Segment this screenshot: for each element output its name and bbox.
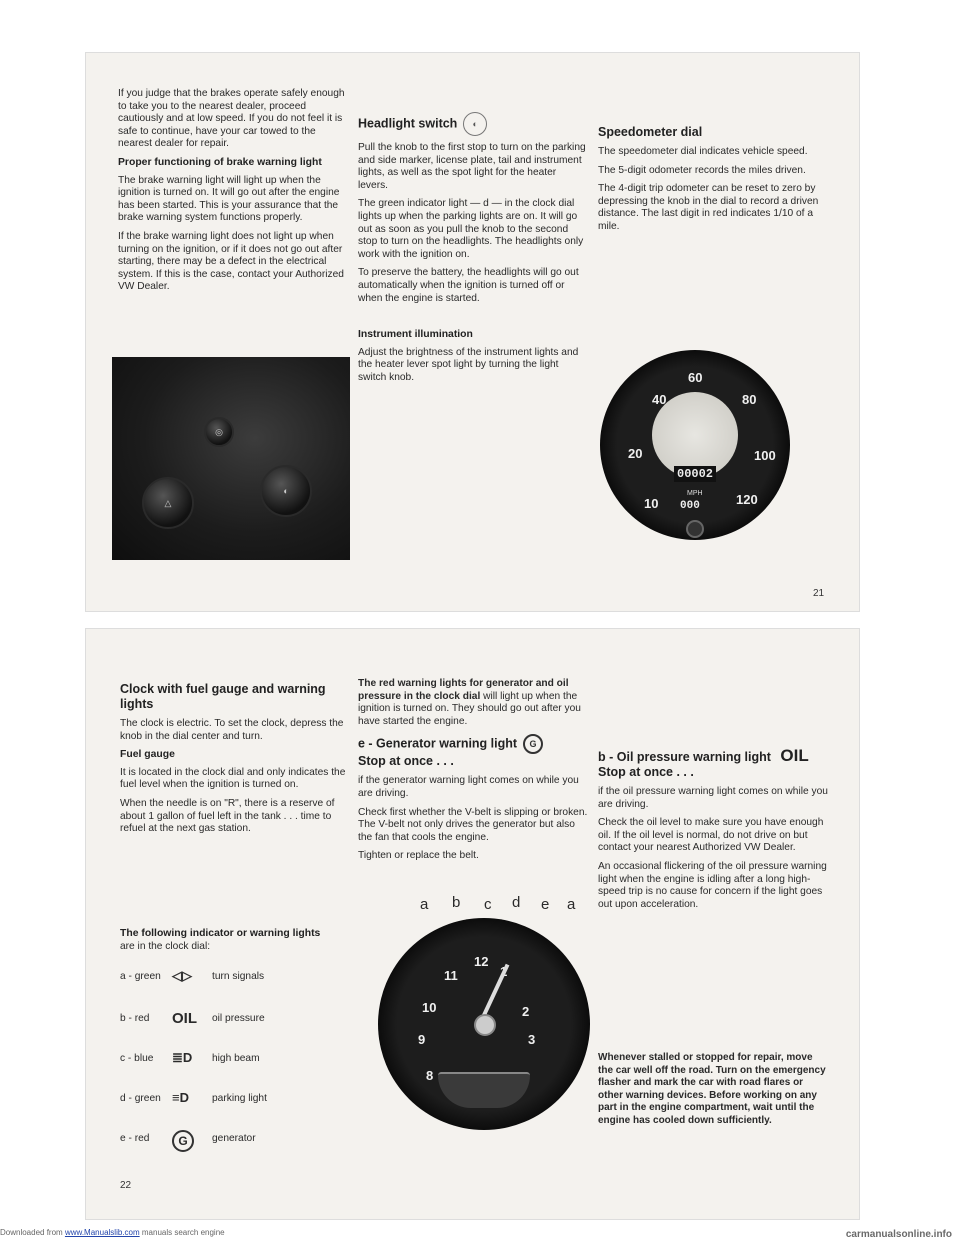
safety-warning: Whenever stalled or stopped for repair, move the car well off the road. Turn on the emergency flasher and mark the car with road flares or other warning devices. Before working on any part in the engine compartment, wait until the engine has cooled down sufficiently. bbox=[598, 1052, 826, 1126]
dial-letter-a-right: a bbox=[567, 896, 576, 913]
high-beam-icon: ≣D bbox=[172, 1050, 193, 1065]
page22-left-column bbox=[120, 682, 350, 842]
lights-heading: The following indicator or warning lights bbox=[120, 928, 321, 939]
fuel-gauge-para2: When the needle is on "R", there is a reserve of about 1 gallon of fuel left in the tank . . . time to refuel at the next gas station. bbox=[120, 797, 335, 835]
instrument-illum-text: Adjust the brightness of the instrument lights and the heater lever spot light by turning the light switch knob. bbox=[358, 346, 579, 383]
speed-tick-10: 10 bbox=[644, 496, 659, 511]
generator-para1: if the generator warning light comes on while you are driving. bbox=[358, 775, 579, 799]
brake-warning-para2: If the brake warning light does not light up when turning on the ignition, or if it does not go out after starting, there may be a defect in the electrical system. If this is the case, contact your Authorized VW Dealer. bbox=[118, 230, 344, 293]
speed-tick-80: 80 bbox=[742, 392, 757, 407]
trip-reset-knob bbox=[686, 520, 704, 538]
oil-para2: Check the oil level to make sure you have enough oil. If the oil level is normal, do not drive on but contact your nearest Authorized VW Dealer. bbox=[598, 817, 824, 854]
headlight-para1: Pull the knob to the first stop to turn on the parking and side marker, license plate, tail and instrument lights, as well as the spot light for the heater levers. bbox=[358, 142, 586, 191]
generator-para2: Check first whether the V-belt is slipping or broken. The V-belt not only drives the generator but also the fan that cools the engine. bbox=[358, 806, 588, 843]
oil-stop-text: Stop at once . . . bbox=[598, 765, 694, 779]
warning-lights-intro: The red warning lights for generator and oil pressure in the clock dial will light up when the ignition is turned on. They should go out after you have started the engine. bbox=[358, 678, 581, 727]
lights-intro bbox=[120, 928, 350, 959]
page21-mid-column bbox=[358, 112, 588, 391]
speedometer-para2: The 5-digit odometer records the miles driven. bbox=[598, 164, 806, 176]
light-row-b: b - red OIL oil pressure bbox=[120, 1010, 265, 1027]
page-number-22: 22 bbox=[120, 1180, 132, 1191]
clock-num-8: 8 bbox=[426, 1068, 434, 1083]
page22-mid-column bbox=[358, 678, 588, 869]
speed-tick-20: 20 bbox=[628, 446, 643, 461]
dial-letter-a-left: a bbox=[420, 896, 429, 913]
manualslib-link[interactable]: www.Manualslib.com bbox=[64, 1228, 140, 1237]
watermark: carmanualsonline.info bbox=[845, 1229, 952, 1240]
speedometer-dial bbox=[600, 350, 790, 540]
generator-heading: e - Generator warning light G bbox=[358, 734, 588, 754]
instrument-illum-heading: Instrument illumination bbox=[358, 329, 473, 341]
download-footer: Downloaded from www.Manualslib.com manuals search engine bbox=[0, 1228, 225, 1237]
generator-icon: G bbox=[172, 1130, 194, 1152]
page21-right-column bbox=[598, 125, 830, 240]
page-number-21: 21 bbox=[813, 588, 825, 599]
clock-num-9: 9 bbox=[418, 1032, 426, 1047]
fuel-gauge-heading: Fuel gauge bbox=[120, 749, 175, 761]
light-row-d: d - green ≡D parking light bbox=[120, 1090, 267, 1105]
dial-letter-e: e bbox=[541, 896, 550, 913]
clock-num-10: 10 bbox=[422, 1000, 437, 1015]
dial-letter-d: d bbox=[512, 894, 521, 911]
brake-warning-para1: The brake warning light will light up when the ignition is turned on. It will go out after the engine has been started. This is your assurance that the brake warning system functions properly. bbox=[118, 174, 340, 224]
speed-tick-100: 100 bbox=[754, 448, 776, 463]
clock-para1: The clock is electric. To set the clock, depress the knob in the dial center and turn. bbox=[120, 718, 344, 742]
light-row-a: a - green ◁▷ turn signals bbox=[120, 968, 265, 983]
oil-para3: An occasional flickering of the oil pressure warning light when the engine is idling after a long high-speed trip is no cause for concern if the light goes out upon acceleration. bbox=[598, 860, 827, 910]
speedometer-para1: The speedometer dial indicates vehicle speed. bbox=[598, 146, 808, 157]
light-knob: ◐ bbox=[260, 465, 312, 517]
page21-left-column bbox=[118, 88, 348, 300]
generator-heading-icon: G bbox=[523, 734, 543, 754]
page22-right-column bbox=[598, 748, 830, 917]
clock-center-knob bbox=[474, 1014, 496, 1036]
fuel-gauge-window bbox=[438, 1072, 530, 1108]
speed-tick-120: 120 bbox=[736, 492, 758, 507]
oil-heading-icon: OIL bbox=[780, 746, 809, 765]
speed-tick-60: 60 bbox=[688, 370, 703, 385]
turn-signal-icon: ◁▷ bbox=[172, 968, 192, 983]
clock-heading: Clock with fuel gauge and warning lights bbox=[120, 682, 326, 711]
generator-stop-text: Stop at once . . . bbox=[358, 754, 454, 769]
fuel-gauge-para1: It is located in the clock dial and only indicates the fuel level when the ignition is turned on. bbox=[120, 766, 346, 791]
light-row-e: e - red G generator bbox=[120, 1130, 320, 1150]
headlight-para3: To preserve the battery, the headlights will go out automatically when the ignition is turned off or when the engine is started. bbox=[358, 267, 579, 304]
lights-subheading: are in the clock dial: bbox=[120, 940, 211, 952]
headlight-switch-photo bbox=[112, 357, 350, 560]
parking-light-icon: ≡D bbox=[172, 1090, 189, 1105]
oil-icon: OIL bbox=[172, 1010, 197, 1027]
clock-num-12: 12 bbox=[474, 954, 489, 969]
clock-num-11: 11 bbox=[444, 968, 458, 983]
dial-letter-b: b bbox=[452, 894, 461, 911]
headlight-para2: The green indicator light — d — in the clock dial lights up when the parking lights are on. It will go out as soon as you pull the knob to the second stop to turn on the headlights. The headlights only work with the ignition on. bbox=[358, 198, 584, 260]
brakes-intro: If you judge that the brakes operate safely enough to take you to the nearest dealer, proceed cautiously and at low speed. If you do not feel it is safe to continue, have your car towed to the nearest dealer for repair. bbox=[118, 88, 345, 150]
trip-odometer: 000 bbox=[680, 500, 700, 512]
speedometer-heading: Speedometer dial bbox=[598, 125, 703, 139]
oil-para1: if the oil pressure warning light comes on while you are driving. bbox=[598, 786, 828, 810]
headlight-switch-heading: Headlight switch ◐ bbox=[358, 112, 588, 136]
small-knob: ◎ bbox=[204, 417, 234, 447]
speedometer-para3: The 4-digit trip odometer can be reset to zero by depressing the knob in the dial to record a driven distance. The last digit in red indicates 1/10 of a mile. bbox=[598, 183, 819, 232]
light-row-c: c - blue ≣D high beam bbox=[120, 1050, 260, 1065]
clock-num-2: 2 bbox=[522, 1004, 530, 1019]
hazard-knob: △ bbox=[142, 477, 194, 529]
clock-num-3: 3 bbox=[528, 1032, 536, 1047]
brake-warning-heading: Proper functioning of brake warning light bbox=[118, 156, 322, 168]
oil-heading: b - Oil pressure warning light OIL bbox=[598, 746, 809, 765]
mph-label: MPH bbox=[687, 490, 703, 497]
generator-para3: Tighten or replace the belt. bbox=[358, 850, 479, 862]
clock-dial bbox=[378, 918, 590, 1130]
speed-tick-40: 40 bbox=[652, 392, 667, 407]
odometer-display: 00002 bbox=[674, 466, 716, 482]
dial-letter-c: c bbox=[484, 896, 492, 913]
headlight-icon: ◐ bbox=[463, 112, 487, 136]
